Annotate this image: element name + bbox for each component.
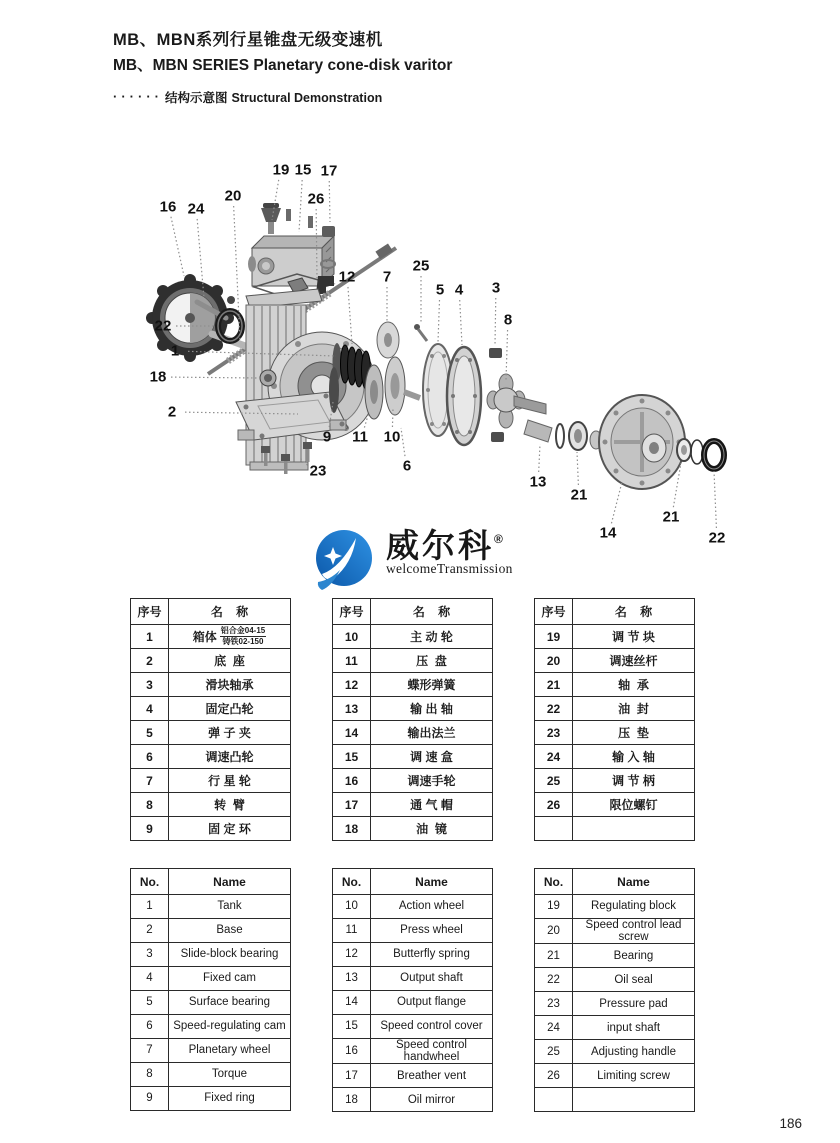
table-row bbox=[333, 721, 493, 745]
row-name-cell: 调 节 柄 bbox=[573, 769, 695, 793]
table-row bbox=[535, 1088, 695, 1112]
row-name-cell: 固定凸轮 bbox=[169, 697, 291, 721]
row-number-cell: 10 bbox=[333, 625, 371, 649]
row-number-cell: 9 bbox=[131, 817, 169, 841]
col-header-number: No. bbox=[131, 869, 169, 895]
row-number-cell: 17 bbox=[333, 793, 371, 817]
callout-11: 11 bbox=[352, 428, 368, 446]
table-row bbox=[333, 793, 493, 817]
table-row bbox=[131, 1015, 291, 1039]
table-row bbox=[131, 991, 291, 1015]
section-label-cn: 结构示意图 bbox=[164, 91, 228, 105]
table-row bbox=[333, 967, 493, 991]
table-row bbox=[333, 673, 493, 697]
parts-table-cn-1 bbox=[130, 598, 291, 841]
row-name-cell: 输 出 轴 bbox=[371, 697, 493, 721]
page-number: 186 bbox=[779, 1116, 802, 1131]
row-name-cell: Tank bbox=[169, 895, 291, 919]
row-number-cell: 8 bbox=[131, 793, 169, 817]
row-number-cell bbox=[535, 1088, 573, 1112]
callout-6: 6 bbox=[402, 457, 412, 475]
table-row bbox=[131, 625, 291, 649]
table-row bbox=[333, 1015, 493, 1039]
callout-14: 14 bbox=[599, 524, 617, 542]
col-header-number: 序号 bbox=[333, 599, 371, 625]
callout-8: 8 bbox=[503, 311, 513, 329]
callout-2: 2 bbox=[167, 403, 177, 421]
col-header-number: 序号 bbox=[131, 599, 169, 625]
callout-1: 1 bbox=[170, 342, 180, 360]
callout-4: 4 bbox=[454, 281, 464, 299]
row-number-cell: 6 bbox=[131, 1015, 169, 1039]
row-number-cell: 6 bbox=[131, 745, 169, 769]
row-number-cell: 20 bbox=[535, 919, 573, 944]
col-header-name: 名 称 bbox=[371, 599, 493, 625]
table-row bbox=[535, 1016, 695, 1040]
row-name-cell: 行 星 轮 bbox=[169, 769, 291, 793]
row-number-cell: 3 bbox=[131, 673, 169, 697]
row-number-cell: 17 bbox=[333, 1064, 371, 1088]
row-number-cell: 12 bbox=[333, 673, 371, 697]
row-number-cell: 14 bbox=[333, 991, 371, 1015]
row-name-cell: Oil mirror bbox=[371, 1088, 493, 1112]
section-heading bbox=[113, 88, 382, 106]
row-number-cell: 20 bbox=[535, 649, 573, 673]
table-row bbox=[535, 919, 695, 944]
callout-21: 21 bbox=[662, 508, 680, 526]
col-header-name: Name bbox=[169, 869, 291, 895]
row-name-cell: Fixed cam bbox=[169, 967, 291, 991]
table-row bbox=[131, 1087, 291, 1111]
row-number-cell: 11 bbox=[333, 649, 371, 673]
row-name-cell: Speed control lead screw bbox=[573, 919, 695, 944]
page-title-en: MB、MBN SERIES Planetary cone-disk varitor bbox=[113, 57, 453, 74]
row-name-cell: Press wheel bbox=[371, 919, 493, 943]
row-number-cell: 19 bbox=[535, 625, 573, 649]
callout-23: 23 bbox=[309, 462, 327, 480]
section-label-en: Structural Demonstration bbox=[231, 91, 383, 105]
row-name-cell: Butterfly spring bbox=[371, 943, 493, 967]
callout-3: 3 bbox=[491, 279, 501, 297]
row-name-cell: Planetary wheel bbox=[169, 1039, 291, 1063]
row-name-cell: Pressure pad bbox=[573, 992, 695, 1016]
row-name-cell: 通 气 帽 bbox=[371, 793, 493, 817]
row-name-cell: input shaft bbox=[573, 1016, 695, 1040]
col-header-number: 序号 bbox=[535, 599, 573, 625]
row-name-cell: 压 垫 bbox=[573, 721, 695, 745]
table-row bbox=[535, 968, 695, 992]
row-number-cell: 5 bbox=[131, 721, 169, 745]
row-name-cell: Breather vent bbox=[371, 1064, 493, 1088]
table-row bbox=[333, 991, 493, 1015]
row-number-cell: 18 bbox=[333, 817, 371, 841]
callout-24: 24 bbox=[187, 200, 205, 218]
table-row bbox=[333, 943, 493, 967]
bullet-dots: ······ bbox=[113, 89, 163, 104]
callout-22: 22 bbox=[154, 317, 172, 335]
row-number-cell: 1 bbox=[131, 895, 169, 919]
row-number-cell: 26 bbox=[535, 793, 573, 817]
row-number-cell: 16 bbox=[333, 769, 371, 793]
row-number-cell: 22 bbox=[535, 697, 573, 721]
row-name-cell: 调 速 盒 bbox=[371, 745, 493, 769]
row-number-cell: 3 bbox=[131, 943, 169, 967]
table-row bbox=[535, 992, 695, 1016]
brand-logo bbox=[312, 528, 513, 596]
col-header-name: Name bbox=[371, 869, 493, 895]
row-number-cell: 9 bbox=[131, 1087, 169, 1111]
row-number-cell: 4 bbox=[131, 697, 169, 721]
col-header-name: 名 称 bbox=[573, 599, 695, 625]
row-name-cell: 固 定 环 bbox=[169, 817, 291, 841]
table-row bbox=[131, 1063, 291, 1087]
table-row bbox=[131, 649, 291, 673]
table-row bbox=[131, 895, 291, 919]
table-row bbox=[535, 649, 695, 673]
row-number-cell: 25 bbox=[535, 769, 573, 793]
table-row bbox=[535, 895, 695, 919]
table-row bbox=[333, 625, 493, 649]
table-row bbox=[333, 769, 493, 793]
row-number-cell: 13 bbox=[333, 967, 371, 991]
table-row bbox=[131, 817, 291, 841]
row-name-cell: Action wheel bbox=[371, 895, 493, 919]
row-number-cell: 23 bbox=[535, 721, 573, 745]
row-number-cell: 4 bbox=[131, 967, 169, 991]
row-name-cell: Bearing bbox=[573, 944, 695, 968]
row-number-cell: 1 bbox=[131, 625, 169, 649]
parts-table-cn-2 bbox=[332, 598, 493, 841]
row-number-cell: 21 bbox=[535, 673, 573, 697]
callout-19: 19 bbox=[272, 161, 290, 179]
table-row bbox=[333, 919, 493, 943]
table-row bbox=[535, 817, 695, 841]
row-number-cell: 24 bbox=[535, 1016, 573, 1040]
row-name-cell: Regulating block bbox=[573, 895, 695, 919]
row-number-cell: 18 bbox=[333, 1088, 371, 1112]
callout-26: 26 bbox=[307, 190, 325, 208]
col-header-name: Name bbox=[573, 869, 695, 895]
callout-10: 10 bbox=[383, 428, 401, 446]
table-row bbox=[131, 793, 291, 817]
row-number-cell: 26 bbox=[535, 1064, 573, 1088]
row-number-cell: 15 bbox=[333, 1015, 371, 1039]
callout-16: 16 bbox=[159, 198, 177, 216]
row-number-cell: 25 bbox=[535, 1040, 573, 1064]
row-number-cell: 10 bbox=[333, 895, 371, 919]
table-row bbox=[535, 769, 695, 793]
brand-logo-mark bbox=[312, 528, 378, 596]
row-number-cell: 2 bbox=[131, 919, 169, 943]
row-name-cell: Limiting screw bbox=[573, 1064, 695, 1088]
row-name-cell: Torque bbox=[169, 1063, 291, 1087]
row-name-cell: 调速凸轮 bbox=[169, 745, 291, 769]
callout-12: 12 bbox=[338, 268, 356, 286]
table-row bbox=[131, 943, 291, 967]
table-row bbox=[535, 1064, 695, 1088]
row-name-cell: Adjusting handle bbox=[573, 1040, 695, 1064]
callout-20: 20 bbox=[224, 187, 242, 205]
page-title-cn: MB、MBN系列行星锥盘无级变速机 bbox=[113, 31, 383, 49]
row-number-cell: 7 bbox=[131, 1039, 169, 1063]
row-name-cell: 油 镜 bbox=[371, 817, 493, 841]
col-header-number: No. bbox=[535, 869, 573, 895]
row-name-cell: Oil seal bbox=[573, 968, 695, 992]
row-name-cell bbox=[573, 817, 695, 841]
row-name-cell: Output flange bbox=[371, 991, 493, 1015]
table-row bbox=[333, 817, 493, 841]
parts-table-en-2 bbox=[332, 868, 493, 1112]
callout-9: 9 bbox=[322, 428, 332, 446]
callout-13: 13 bbox=[529, 473, 547, 491]
table-row bbox=[535, 745, 695, 769]
callout-7: 7 bbox=[382, 268, 392, 286]
callout-21: 21 bbox=[570, 486, 588, 504]
row-name-cell: 压 盘 bbox=[371, 649, 493, 673]
row-number-cell: 12 bbox=[333, 943, 371, 967]
row-number-cell: 21 bbox=[535, 944, 573, 968]
row-number-cell: 16 bbox=[333, 1039, 371, 1064]
col-header-name: 名 称 bbox=[169, 599, 291, 625]
row-number-cell: 24 bbox=[535, 745, 573, 769]
parts-table-cn-3 bbox=[534, 598, 695, 841]
row-number-cell bbox=[535, 817, 573, 841]
row-name-cell: Speed-regulating cam bbox=[169, 1015, 291, 1039]
table-row bbox=[131, 967, 291, 991]
row-name-cell: 输出法兰 bbox=[371, 721, 493, 745]
row-number-cell: 15 bbox=[333, 745, 371, 769]
row-number-cell: 22 bbox=[535, 968, 573, 992]
row-name-cell: 箱体 $\frac{\text{铝合金04-15}}{\text{铸铁02-150}}$ bbox=[169, 625, 291, 649]
row-name-cell: 弹 子 夹 bbox=[169, 721, 291, 745]
table-row bbox=[333, 1039, 493, 1064]
parts-table-en-3 bbox=[534, 868, 695, 1112]
row-number-cell: 8 bbox=[131, 1063, 169, 1087]
row-name-cell: 轴 承 bbox=[573, 673, 695, 697]
table-row bbox=[131, 919, 291, 943]
table-row bbox=[535, 721, 695, 745]
row-name-cell: 转 臂 bbox=[169, 793, 291, 817]
callout-18: 18 bbox=[149, 368, 167, 386]
table-row bbox=[535, 697, 695, 721]
registered-mark: ® bbox=[494, 532, 503, 546]
row-name-cell: 限位螺钉 bbox=[573, 793, 695, 817]
table-row bbox=[535, 793, 695, 817]
table-row bbox=[535, 1040, 695, 1064]
row-number-cell: 2 bbox=[131, 649, 169, 673]
row-number-cell: 23 bbox=[535, 992, 573, 1016]
row-name-cell: 调 节 块 bbox=[573, 625, 695, 649]
row-name-cell: Slide-block bearing bbox=[169, 943, 291, 967]
row-name-cell: 调速手轮 bbox=[371, 769, 493, 793]
table-row bbox=[535, 625, 695, 649]
table-row bbox=[333, 1064, 493, 1088]
row-number-cell: 11 bbox=[333, 919, 371, 943]
callout-17: 17 bbox=[320, 162, 338, 180]
brand-subtitle: welcomeTransmission bbox=[386, 561, 513, 577]
table-row bbox=[535, 673, 695, 697]
row-number-cell: 14 bbox=[333, 721, 371, 745]
row-name-cell: 滑块轴承 bbox=[169, 673, 291, 697]
table-row bbox=[131, 769, 291, 793]
table-row bbox=[131, 1039, 291, 1063]
col-header-number: No. bbox=[333, 869, 371, 895]
row-name-cell: 蝶形弹簧 bbox=[371, 673, 493, 697]
table-row bbox=[131, 745, 291, 769]
row-name-cell: 调速丝杆 bbox=[573, 649, 695, 673]
title-block bbox=[113, 26, 452, 75]
row-name-cell: 油 封 bbox=[573, 697, 695, 721]
parts-table-en-1 bbox=[130, 868, 291, 1111]
row-name-cell: 主 动 轮 bbox=[371, 625, 493, 649]
callout-15: 15 bbox=[294, 161, 312, 179]
row-name-cell: Speed control handwheel bbox=[371, 1039, 493, 1064]
table-row bbox=[333, 1088, 493, 1112]
table-row bbox=[333, 745, 493, 769]
row-name-cell: 输 入 轴 bbox=[573, 745, 695, 769]
table-row bbox=[131, 697, 291, 721]
table-row bbox=[333, 649, 493, 673]
table-row bbox=[131, 721, 291, 745]
table-row bbox=[333, 895, 493, 919]
table-row bbox=[131, 673, 291, 697]
callout-25: 25 bbox=[412, 257, 430, 275]
row-name-cell: Output shaft bbox=[371, 967, 493, 991]
table-row bbox=[535, 944, 695, 968]
row-number-cell: 5 bbox=[131, 991, 169, 1015]
callout-22: 22 bbox=[708, 529, 726, 547]
table-row bbox=[333, 697, 493, 721]
callout-layer bbox=[110, 140, 780, 570]
brand-logo-text bbox=[386, 528, 513, 577]
row-number-cell: 19 bbox=[535, 895, 573, 919]
callout-5: 5 bbox=[435, 281, 445, 299]
brand-name: 威尔科 bbox=[386, 527, 494, 564]
row-name-cell: 底 座 bbox=[169, 649, 291, 673]
row-number-cell: 13 bbox=[333, 697, 371, 721]
exploded-diagram bbox=[110, 140, 780, 570]
row-name-cell bbox=[573, 1088, 695, 1112]
row-name-cell: Surface bearing bbox=[169, 991, 291, 1015]
row-name-cell: Base bbox=[169, 919, 291, 943]
row-name-cell: Speed control cover bbox=[371, 1015, 493, 1039]
row-name-cell: Fixed ring bbox=[169, 1087, 291, 1111]
row-number-cell: 7 bbox=[131, 769, 169, 793]
